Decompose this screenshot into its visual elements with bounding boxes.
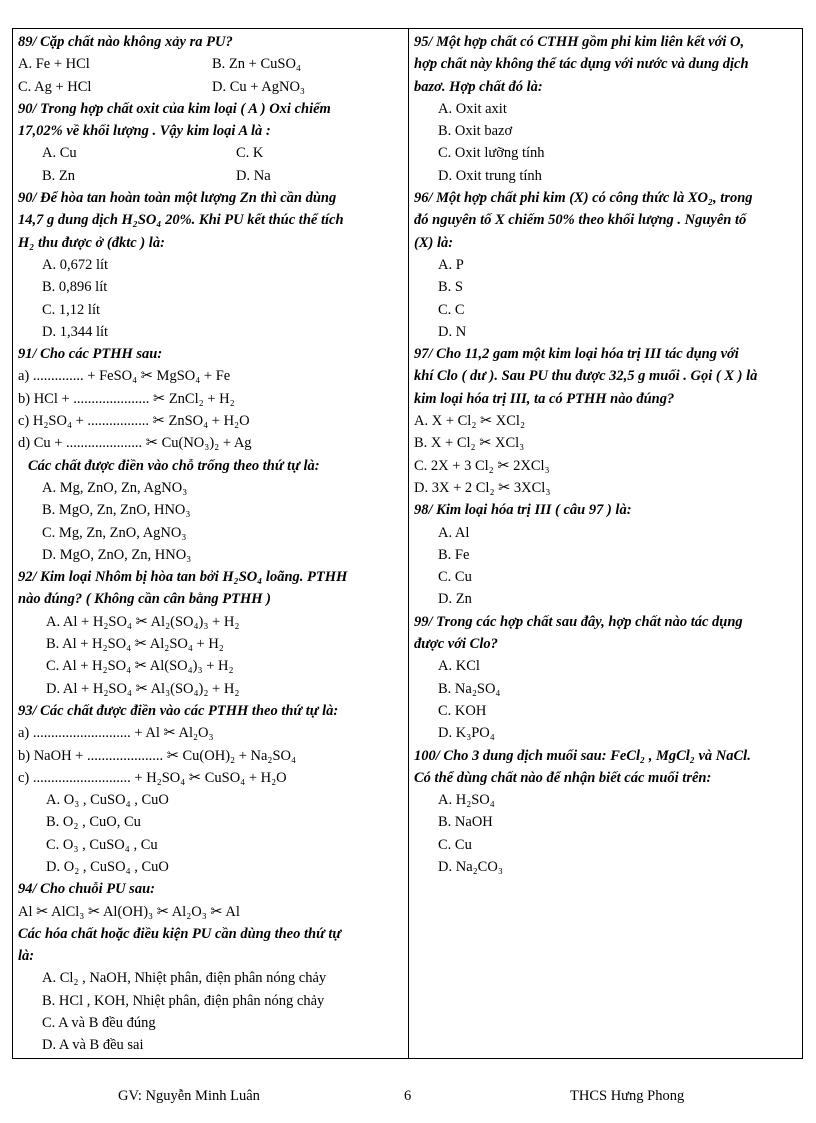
question-text: Có thể dùng chất nào để nhận biết các muối trên:: [414, 769, 712, 786]
answer-line: A. Mg, ZnO, Zn, AgNO₃: [42, 479, 188, 496]
answer-line: C. Al + H₂SO₄ ✂ Al(SO₄)₃ + H₂: [46, 658, 234, 675]
question-text: 89/ Cặp chất nào không xảy ra PU?: [18, 34, 233, 50]
answer-line: C. Cu: [438, 569, 472, 586]
answer-option: D. Na: [236, 167, 271, 184]
question-text: 92/ Kim loại Nhôm bị hòa tan bởi H₂SO₄ loãng. PTHH: [18, 569, 348, 586]
question-text: khí Clo ( dư ). Sau PU thu được 32,5 g muối . Gọi ( X ) là: [414, 368, 758, 385]
answer-line: A. Cl₂ , NaOH, Nhiệt phân, điện phân nóng chảy: [42, 970, 327, 987]
answer-line: D. Na₂CO₃: [438, 858, 503, 875]
question-text: 95/ Một hợp chất có CTHH gồm phi kim liên kết với O,: [414, 34, 745, 50]
answer-line: B. MgO, Zn, ZnO, HNO₃: [42, 502, 191, 519]
answer-line: d) Cu + ..................... ✂ Cu(NO₃)₂ + Ag: [18, 435, 252, 452]
answer-line: D. O₂ , CuSO₄ , CuO: [46, 858, 169, 875]
question-text: 94/ Cho chuỗi PU sau:: [18, 881, 155, 898]
right-column: [414, 31, 798, 878]
answer-line: B. X + Cl₂ ✂ XCl₃: [414, 435, 525, 452]
answer-line: A. H₂SO₄: [438, 792, 495, 809]
answer-line: a) ........................... + Al ✂ Al₂O₃: [18, 725, 214, 742]
question-text: Các chất được điền vào chỗ trống theo thứ tự là:: [28, 457, 320, 474]
question-text: 98/ Kim loại hóa trị III ( câu 97 ) là:: [414, 502, 632, 519]
answer-line: D. K₃PO₄: [438, 725, 495, 742]
answer-option: B. Zn + CuSO₄: [212, 56, 301, 73]
answer-line: A. KCl: [438, 658, 480, 675]
answer-line: D. 1,344 lít: [42, 323, 109, 340]
question-text: 90/ Để hòa tan hoàn toàn một lượng Zn thì cần dùng: [18, 190, 337, 207]
answer-line: B. Fe: [438, 546, 470, 563]
answer-option: B. Zn: [42, 167, 76, 184]
answer-line: A. Al: [438, 524, 470, 541]
left-column: [18, 31, 402, 1057]
answer-line: b) HCl + ..................... ✂ ZnCl₂ + H₂: [18, 390, 235, 407]
answer-option: A. Cu: [42, 145, 77, 162]
answer-line: C. Cu: [438, 836, 472, 853]
answer-line: A. Oxit axit: [438, 100, 507, 117]
answer-line: D. A và B đều sai: [42, 1037, 144, 1054]
answer-option: D. Cu + AgNO₃: [212, 78, 305, 95]
answer-line: D. Oxit trung tính: [438, 167, 542, 184]
answer-line: D. Al + H₂SO₄ ✂ Al₃(SO₄)₂ + H₂: [46, 680, 240, 697]
question-text: 97/ Cho 11,2 gam một kim loại hóa trị III tác dụng với: [414, 346, 739, 363]
answer-options-row: [18, 165, 402, 187]
question-text: 100/ Cho 3 dung dịch muối sau: FeCl₂ , MgCl₂ và NaCl.: [414, 747, 751, 764]
question-text: được với Clo?: [414, 636, 498, 653]
answer-line: b) NaOH + ..................... ✂ Cu(OH)₂ + Na₂SO₄: [18, 747, 297, 764]
answer-line: D. Zn: [438, 591, 472, 608]
question-text: 14,7 g dung dịch H₂SO₄ 20%. Khi PU kết thúc thể tích: [18, 212, 344, 229]
answer-line: B. S: [438, 279, 463, 296]
question-text: đó nguyên tố X chiếm 50% theo khối lượng . Nguyên tố: [414, 212, 747, 229]
answer-line: B. O₂ , CuO, Cu: [46, 814, 141, 831]
question-text: bazơ. Hợp chất đó là:: [414, 78, 543, 95]
answer-option: C. K: [236, 145, 264, 162]
answer-line: C. C: [438, 301, 465, 318]
question-text: 17,02% về khối lượng . Vậy kim loại A là :: [18, 123, 271, 140]
answer-line: A. 0,672 lít: [42, 256, 109, 273]
answer-line: C. O₃ , CuSO₄ , Cu: [46, 836, 158, 853]
answer-line: B. Al + H₂SO₄ ✂ Al₂SO₄ + H₂: [46, 636, 224, 653]
answer-line: Al ✂ AlCl₃ ✂ Al(OH)₃ ✂ Al₂O₃ ✂ Al: [18, 903, 240, 920]
footer-teacher: GV: Nguyễn Minh Luân: [118, 1088, 260, 1104]
question-text: 96/ Một hợp chất phi kim (X) có công thức là XO₂, trong: [414, 190, 753, 207]
answer-line: A. Al + H₂SO₄ ✂ Al₂(SO₄)₃ + H₂: [46, 613, 240, 630]
answer-options-row: [18, 53, 402, 75]
answer-line: A. O₃ , CuSO₄ , CuO: [46, 792, 169, 809]
answer-options-row: [18, 76, 402, 98]
answer-line: A. P: [438, 256, 464, 273]
footer-page-number: 6: [404, 1088, 412, 1104]
answer-line: a) .............. + FeSO₄ ✂ MgSO₄ + Fe: [18, 368, 231, 385]
answer-option: C. Ag + HCl: [18, 78, 92, 95]
question-text: H₂ thu được ở (đktc ) là:: [18, 234, 165, 251]
column-divider: [408, 28, 409, 1059]
answer-line: C. A và B đều đúng: [42, 1015, 156, 1032]
answer-line: C. KOH: [438, 702, 487, 719]
question-text: 90/ Trong hợp chất oxit của kim loại ( A ) Oxi chiếm: [18, 100, 331, 117]
answer-line: C. 1,12 lít: [42, 301, 101, 318]
question-text: 91/ Cho các PTHH sau:: [18, 346, 163, 363]
answer-line: D. 3X + 2 Cl₂ ✂ 3XCl₃: [414, 479, 551, 496]
answer-line: C. Mg, Zn, ZnO, AgNO₃: [42, 524, 187, 541]
answer-line: B. HCl , KOH, Nhiệt phân, điện phân nóng chảy: [42, 992, 325, 1009]
answer-line: B. 0,896 lít: [42, 279, 108, 296]
answer-line: D. MgO, ZnO, Zn, HNO₃: [42, 546, 192, 563]
answer-line: D. N: [438, 323, 467, 340]
question-text: Các hóa chất hoặc điều kiện PU cần dùng theo thứ tự: [18, 925, 342, 942]
answer-line: B. Oxit bazơ: [438, 123, 513, 140]
answer-line: c) ........................... + H₂SO₄ ✂ CuSO₄ + H₂O: [18, 769, 287, 786]
answer-line: C. Oxit lưỡng tính: [438, 145, 545, 162]
question-text: 99/ Trong các hợp chất sau đây, hợp chất nào tác dụng: [414, 613, 743, 630]
question-text: nào đúng? ( Không cần cân bằng PTHH ): [18, 591, 271, 608]
question-text: hợp chất này không thể tác dụng với nước và dung dịch: [414, 56, 749, 73]
answer-line: c) H₂SO₄ + ................. ✂ ZnSO₄ + H₂O: [18, 413, 250, 430]
footer-school: THCS Hưng Phong: [570, 1088, 685, 1104]
answer-options-row: [18, 142, 402, 164]
answer-line: B. NaOH: [438, 814, 493, 831]
answer-line: B. Na₂SO₄: [438, 680, 501, 697]
question-text: là:: [18, 948, 35, 965]
answer-line: C. 2X + 3 Cl₂ ✂ 2XCl₃: [414, 457, 550, 474]
question-text: (X) là:: [414, 234, 454, 251]
answer-option: A. Fe + HCl: [18, 56, 90, 73]
question-text: 93/ Các chất được điền vào các PTHH theo thứ tự là:: [18, 702, 339, 719]
answer-line: A. X + Cl₂ ✂ XCl₂: [414, 413, 526, 430]
question-text: kim loại hóa trị III, ta có PTHH nào đúng?: [414, 390, 675, 407]
